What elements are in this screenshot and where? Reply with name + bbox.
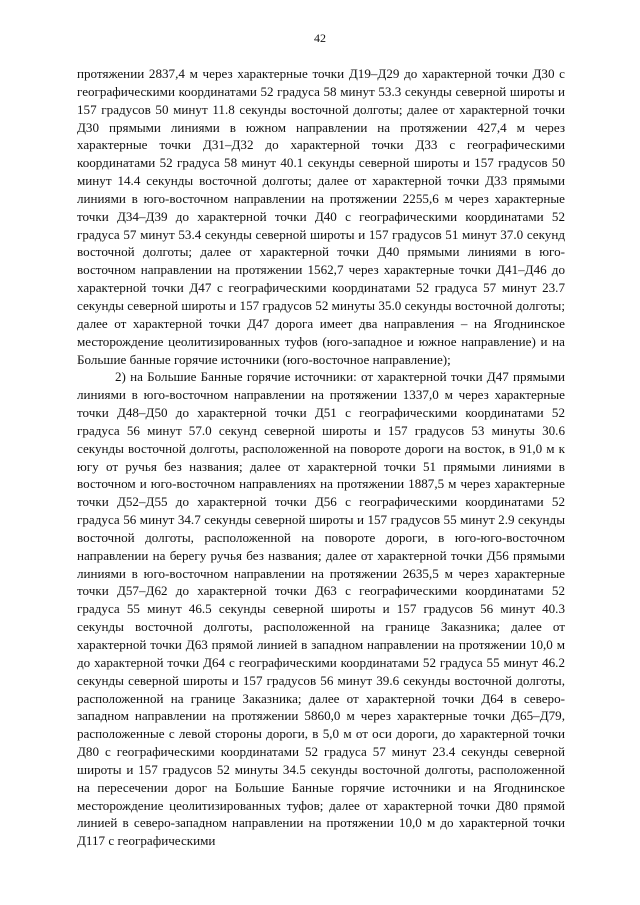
paragraph-item-2: 2) на Большие Банные горячие источники: от характерной точки Д47 прямыми линиями в юго-восточном направлении на протяжении 1337,0 м через характерные точки Д48–Д50 до характерной точки Д51 с географическими координатами 52 градуса 56 минут 57.0 секунд северной широты и 157 градусов 53 минуты 30.6 секунды восточной долготы, расположенной на повороте дороги на восток, в 91,0 м к югу от ручья без названия; далее от характерной точки 51 прямыми линиями в восточном и юго-восточном направлениях на протяжении 1887,5 м через характерные точки Д52–Д55 до характерной точки Д56 с географическими координатами 52 градуса 56 минут 34.7 секунды северной широты и 157 градусов 55 минут 2.9 секунды восточной долготы, расположенной на повороте дороги, в юго-юго-восточном направлении на берегу ручья без названия; далее от характерной точки Д56 прямыми линиями в юго-восточном направлении на протяжении 2635,5 м через характерные точки Д57–Д62 до характерной точки Д63 с географическими координатами 52 градуса 55 минут 46.5 секунды северной широты и 157 градусов 56 минут 40.3 секунды восточной долготы, расположенной на границе Заказника; далее от характерной точки Д63 прямой линией в западном направлении на протяжении 10,0 м до характерной точки Д64 с географическими координатами 52 градуса 55 минут 46.2 секунды северной широты и 157 градусов 56 минут 39.6 секунды восточной долготы, расположенной на границе Заказника; далее от характерной точки Д64 в северо-западном направлении на протяжении 5860,0 м через характерные точки Д65–Д79, расположенные с левой стороны дороги, в 5,0 м от оси дороги, до характерной точки Д80 с географическими координатами 52 градуса 57 минут 23.4 секунды северной широты и 157 градусов 52 минуты 34.5 секунды восточной долготы, расположенной на пересечении дорог на Большие Банные горячие источники и на Ягоднинское месторождение цеолитизированных туфов; далее от характерной точки Д80 прямой линией в северо-западном направлении на протяжении 10,0 м до характерной точки Д117 с географическими (77, 369, 565, 849)
paragraph-continuation: протяжении 2837,4 м через характерные точки Д19–Д29 до характерной точки Д30 с географическими координатами 52 градуса 58 минут 53.3 секунды северной широты и 157 градусов 50 минут 11.8 секунды восточной долготы; далее от характерной точки Д30 прямыми линиями в южном направлении на протяжении 427,4 м через характерные точки Д31–Д32 до характерной точки Д33 с географическими координатами 52 градуса 58 минут 40.1 секунды северной широты и 157 градусов 50 минут 14.4 секунды восточной долготы; далее от характерной точки Д33 прямыми линиями в юго-восточном направлении на протяжении 2255,6 м через характерные точки Д34–Д39 до характерной точки Д40 с географическими координатами 52 градуса 57 минут 53.4 секунды северной широты и 157 градусов 51 минут 37.0 секунд восточной долготы; далее от характерной точки Д40 прямыми линиями в юго-восточном направлении на протяжении 1562,7 через характерные точки Д41–Д46 до характерной точки Д47 с географическими координатами 52 градуса 57 минут 23.7 секунды северной широты и 157 градусов 52 минуты 35.0 секунды восточной долготы; далее от характерной точки Д47 дорога имеет два направления – на Ягоднинское месторождение цеолитизированных туфов (юго-западное и южное направление) и на Большие банные горячие источники (юго-восточное направление); (77, 66, 565, 367)
page-number: 42 (314, 31, 326, 45)
document-body (77, 65, 565, 850)
